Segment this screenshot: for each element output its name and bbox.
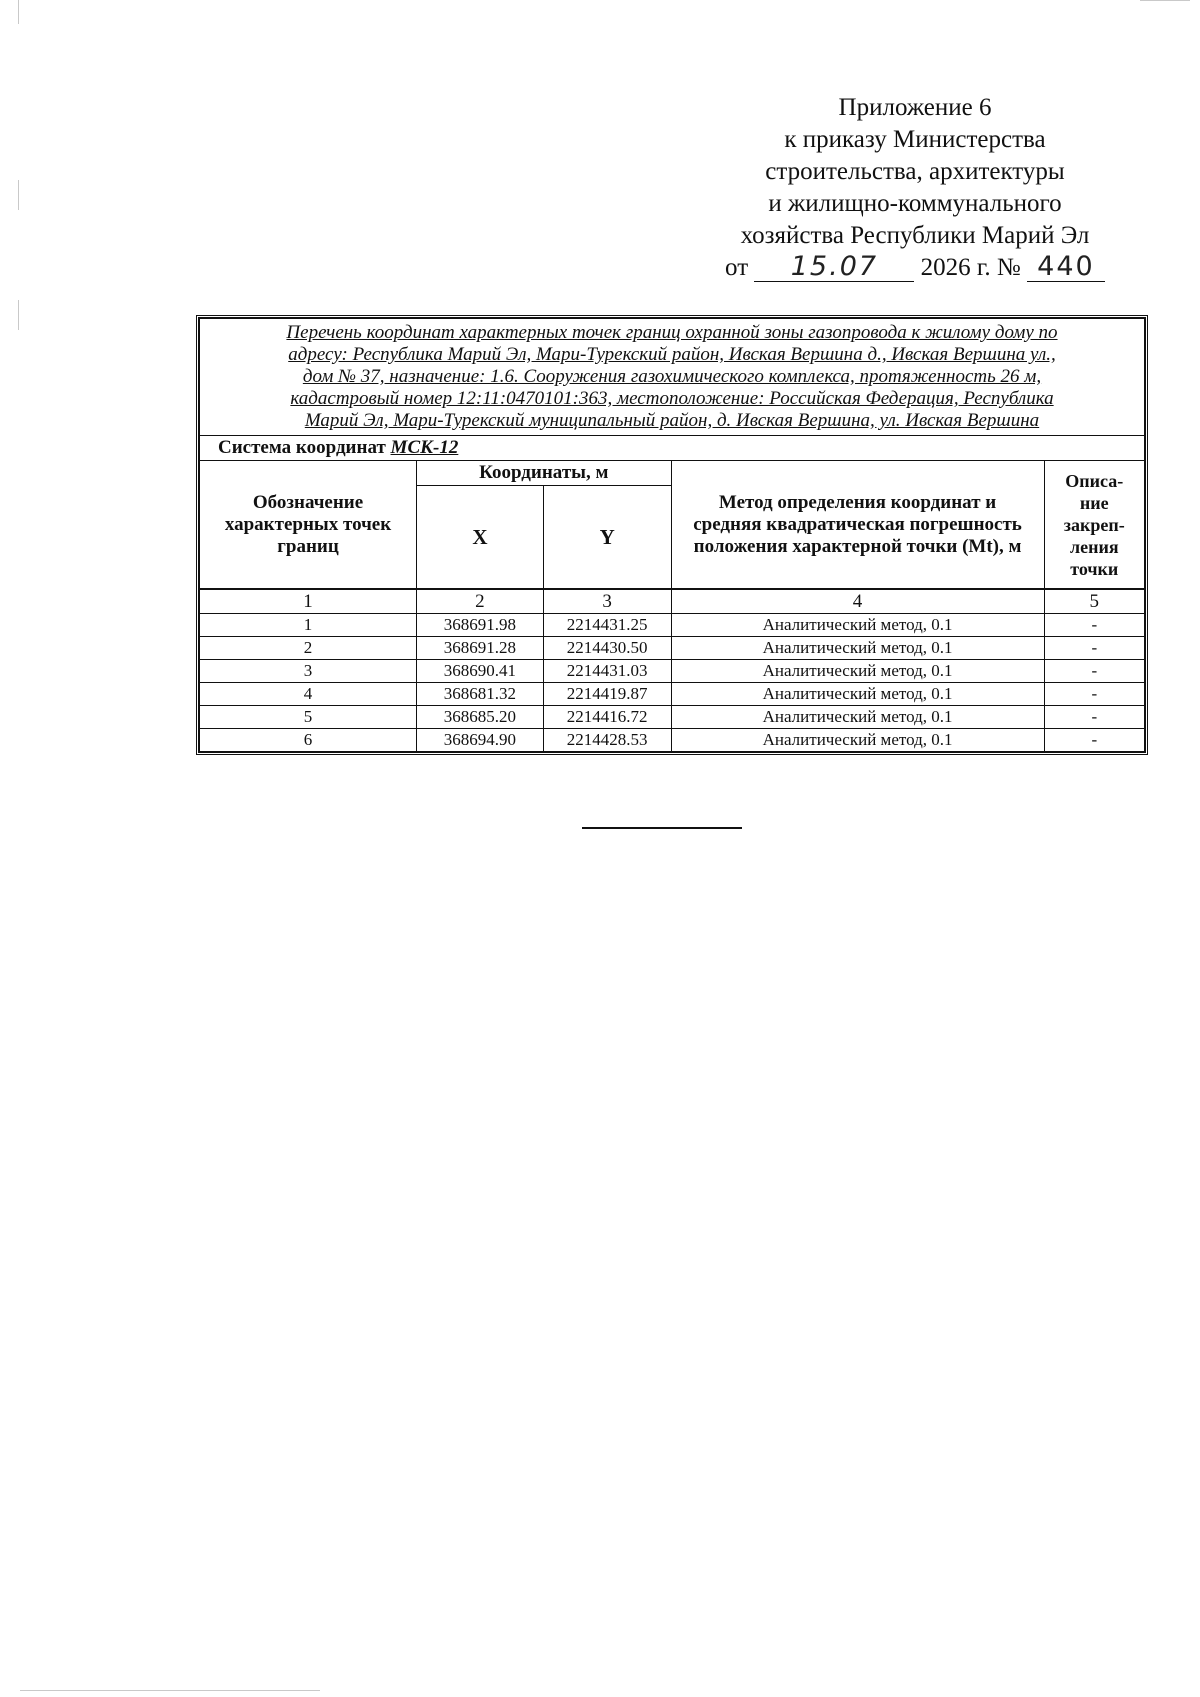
title-line: адресу: Республика Марий Эл, Мари-Турекский район, Ивская Вершина д., Ивская Вершина ул.,	[288, 344, 1056, 365]
coordinate-system-label: Система координат	[218, 437, 386, 458]
header-coordinates: Координаты, м	[417, 461, 671, 486]
cell-x: 368681.32	[417, 683, 544, 706]
year-text: 2026 г. №	[920, 254, 1021, 281]
title-line: дом № 37, назначение: 1.6. Сооружения газохимического комплекса, протяженность 26 м,	[302, 366, 1042, 387]
cell-point: 4	[199, 683, 417, 706]
column-number: 2	[417, 589, 544, 614]
header-description: Описа-ние закреп-ления точки	[1044, 461, 1145, 590]
cell-description: -	[1044, 614, 1145, 637]
date-line	[690, 252, 1140, 284]
cell-description: -	[1044, 729, 1145, 753]
cell-method: Аналитический метод, 0.1	[671, 706, 1044, 729]
table-row	[199, 660, 1145, 683]
scan-mark	[18, 180, 19, 210]
appendix-header	[690, 92, 1140, 284]
table-title	[199, 318, 1145, 436]
cell-method: Аналитический метод, 0.1	[671, 637, 1044, 660]
column-number: 1	[199, 589, 417, 614]
title-line: Марий Эл, Мари-Турекский муниципальный район, д. Ивская Вершина, ул. Ивская Вершина	[304, 410, 1040, 431]
table-row	[199, 614, 1145, 637]
title-line: Перечень координат характерных точек границ охранной зоны газопровода к жилому дому по	[286, 322, 1058, 343]
table-row	[199, 683, 1145, 706]
header-x: X	[417, 486, 544, 590]
cell-y: 2214430.50	[543, 637, 671, 660]
cell-x: 368685.20	[417, 706, 544, 729]
end-divider	[582, 827, 742, 829]
header-line: строительства, архитектуры	[765, 158, 1065, 185]
cell-point: 2	[199, 637, 417, 660]
column-number: 5	[1044, 589, 1145, 614]
cell-description: -	[1044, 683, 1145, 706]
cell-y: 2214431.03	[543, 660, 671, 683]
column-number: 3	[543, 589, 671, 614]
cell-method: Аналитический метод, 0.1	[671, 683, 1044, 706]
header-method: Метод определения координат и средняя квадратическая погрешность положения характерной точки (Mt), м	[671, 461, 1044, 590]
table-row	[199, 637, 1145, 660]
scan-mark	[1140, 0, 1190, 1]
cell-point: 1	[199, 614, 417, 637]
handwritten-date: 15.07	[754, 253, 914, 282]
cell-x: 368690.41	[417, 660, 544, 683]
cell-y: 2214431.25	[543, 614, 671, 637]
cell-point: 6	[199, 729, 417, 753]
cell-method: Аналитический метод, 0.1	[671, 614, 1044, 637]
header-line: хозяйства Республики Марий Эл	[740, 222, 1090, 249]
table-row	[199, 729, 1145, 753]
header-line: Приложение 6	[838, 94, 992, 121]
cell-y: 2214428.53	[543, 729, 671, 753]
cell-description: -	[1044, 637, 1145, 660]
header-line: и жилищно-коммунального	[768, 190, 1062, 217]
cell-method: Аналитический метод, 0.1	[671, 660, 1044, 683]
cell-description: -	[1044, 660, 1145, 683]
header-y: Y	[543, 486, 671, 590]
coordinate-system-value: МСК-12	[390, 437, 459, 458]
column-number: 4	[671, 589, 1044, 614]
column-number-row	[199, 589, 1145, 614]
cell-method: Аналитический метод, 0.1	[671, 729, 1044, 753]
coordinates-table	[198, 317, 1146, 753]
cell-x: 368691.28	[417, 637, 544, 660]
cell-y: 2214419.87	[543, 683, 671, 706]
table-row	[199, 706, 1145, 729]
header-line: к приказу Министерства	[784, 126, 1046, 153]
handwritten-number: 440	[1027, 253, 1105, 282]
cell-x: 368691.98	[417, 614, 544, 637]
scan-mark	[18, 0, 19, 24]
cell-y: 2214416.72	[543, 706, 671, 729]
scan-mark	[18, 300, 19, 330]
coordinate-system	[199, 436, 1145, 461]
cell-point: 5	[199, 706, 417, 729]
cell-description: -	[1044, 706, 1145, 729]
date-prefix: от	[725, 254, 749, 281]
title-line: кадастровый номер 12:11:0470101:363, местоположение: Российская Федерация, Республика	[290, 388, 1054, 409]
cell-x: 368694.90	[417, 729, 544, 753]
cell-point: 3	[199, 660, 417, 683]
scan-mark	[20, 1690, 320, 1691]
header-point: Обозначение характерных точек границ	[199, 461, 417, 590]
